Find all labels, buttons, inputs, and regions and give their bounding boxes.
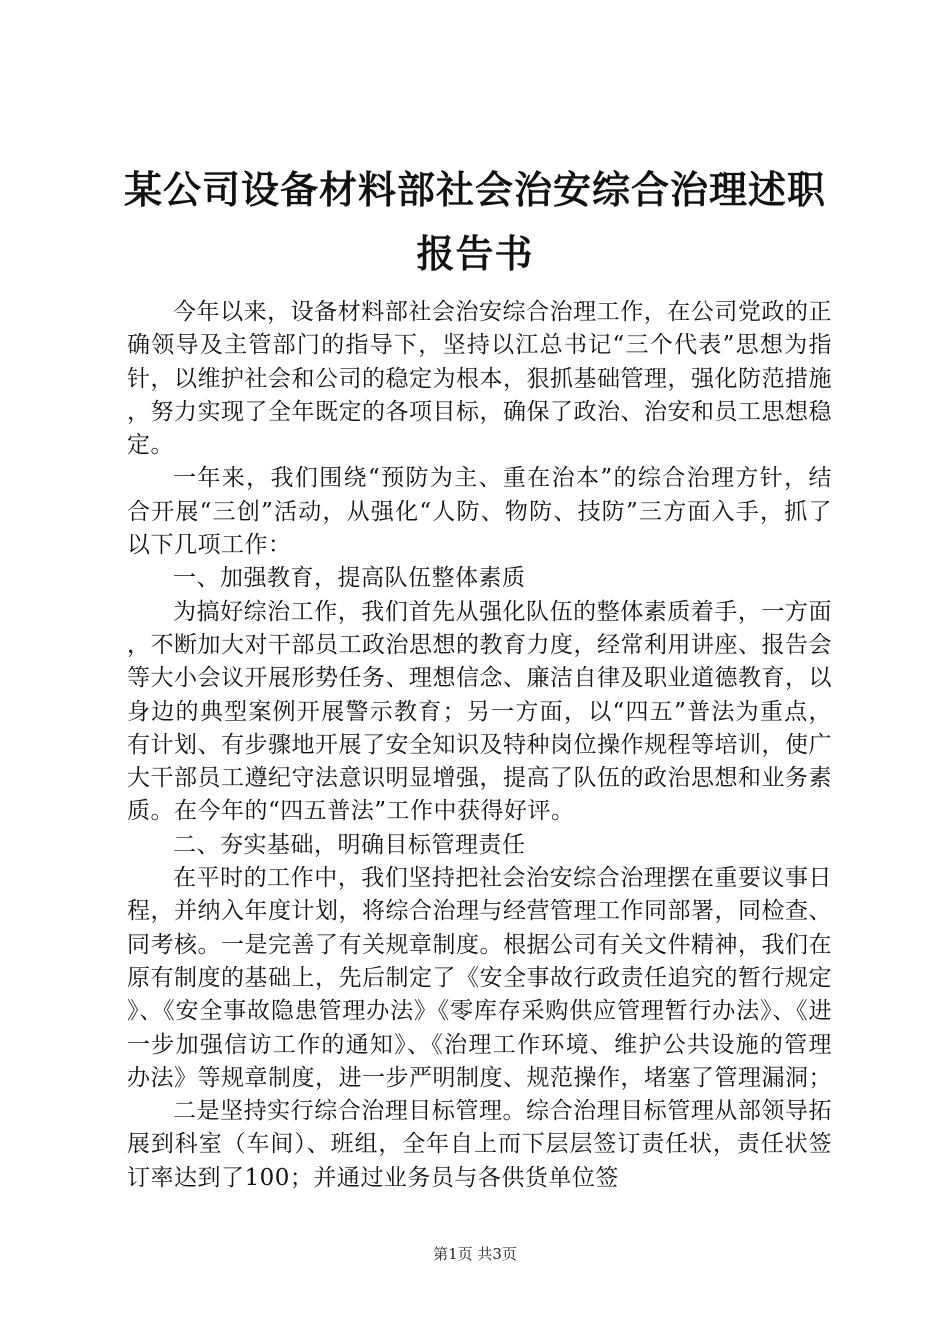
paragraph-section-2: 在平时的工作中，我们坚持把社会治安综合治理摆在重要议事日程，并纳入年度计划，将综合治理与经营管理工作同部署，同检查、同考核。一是完善了有关规章制度。根据公司有关文件精神，我们在原有制度的基础上，先后制定了《安全事故行政责任追究的暂行规定》、《安全事故隐患管理办法》《零库存采购供应管理暂行办法》、《进一步加强信访工作的通知》、《治理工作环境、维护公共设施的管理办法》等规章制度，进一步严明制度、规范操作，堵塞了管理漏洞； — [127, 865, 832, 1091]
page-number-footer: 第1页 共3页 — [433, 1245, 517, 1263]
section-heading-1: 一、加强教育，提高队伍整体素质 — [173, 565, 526, 592]
paragraph-section-2-cont: 二是坚持实行综合治理目标管理。综合治理目标管理从部领导拓展到科室（车间）、班组，全年自上而下层层签订责任状，责任状签订率达到了100；并通过业务员与各供货单位签 — [127, 1098, 832, 1191]
document-title: 某公司设备材料部社会治安综合治理述职报告书 — [123, 168, 826, 276]
paragraph-overview: 一年来，我们围绕“预防为主、重在治本”的综合治理方针，结合开展“三创”活动，从强化“人防、物防、技防”三方面入手，抓了以下几项工作： — [127, 465, 832, 559]
paragraph-section-1: 为搞好综治工作，我们首先从强化队伍的整体素质着手，一方面，不断加大对干部员工政治思想的教育力度，经常利用讲座、报告会等大小会议开展形势任务、理想信念、廉洁自律及职业道德教育，以身边的典型案例开展警示教育；另一方面，以“四五”普法为重点，有计划、有步骤地开展了安全知识及特种岗位操作规程等培训，使广大干部员工遵纪守法意识明显增强，提高了队伍的政治思想和业务素质。在今年的“四五普法”工作中获得好评。 — [127, 598, 832, 825]
document-body — [127, 296, 832, 1195]
section-heading-2: 二、夯实基础，明确目标管理责任 — [173, 831, 526, 858]
paragraph-intro: 今年以来，设备材料部社会治安综合治理工作，在公司党政的正确领导及主管部门的指导下，坚持以江总书记“三个代表”思想为指针，以维护社会和公司的稳定为根本，狠抓基础管理，强化防范措施，努力实现了全年既定的各项目标，确保了政治、治安和员工思想稳定。 — [127, 299, 832, 459]
